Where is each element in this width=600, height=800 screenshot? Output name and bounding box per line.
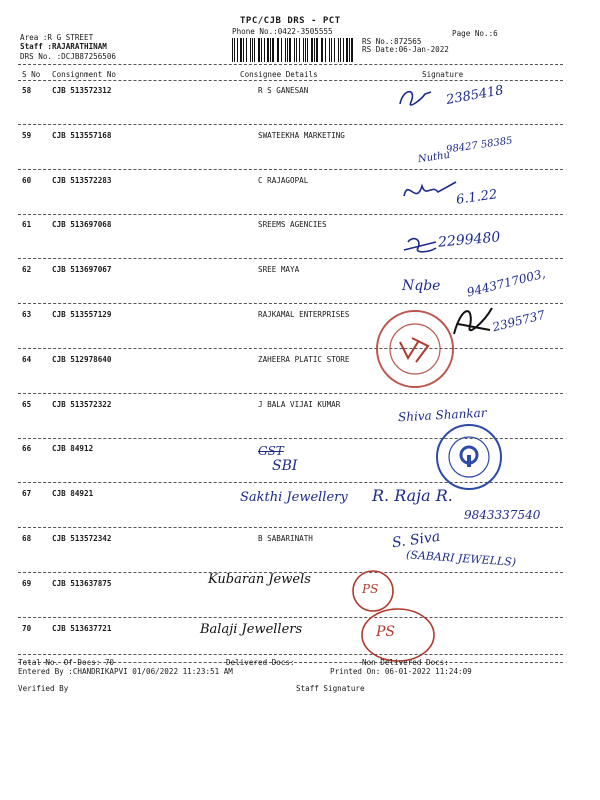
- col-sno: S No: [22, 70, 41, 79]
- row-sno: 63: [22, 310, 32, 319]
- barcode-bar: [232, 38, 233, 62]
- row-consignment-no: CJB 513637875: [52, 578, 112, 588]
- row-consignment-no: CJB 513572322: [52, 399, 112, 409]
- row-divider: [18, 214, 563, 215]
- barcode-bar: [258, 38, 260, 62]
- handwritten-name: Shiva Shankar: [397, 405, 487, 425]
- row-sno: 58: [22, 86, 32, 95]
- footer-divider: [18, 654, 563, 655]
- barcode-bar: [351, 38, 353, 62]
- row-divider: [18, 527, 563, 528]
- barcode-bar: [346, 38, 347, 62]
- table-row: [0, 220, 600, 260]
- header-divider: [18, 64, 563, 65]
- row-sno: 68: [22, 534, 32, 543]
- barcode-bar: [272, 38, 274, 62]
- verified-by: Verified By: [18, 684, 69, 693]
- barcode-bar: [289, 38, 291, 62]
- table-row: [0, 176, 600, 216]
- row-sno: 62: [22, 265, 32, 275]
- table-row: [0, 86, 600, 126]
- row-sno: 64: [22, 354, 32, 364]
- handwritten-crossed-text: GST: [258, 444, 284, 458]
- signature-scribble: [400, 232, 440, 258]
- row-consignment-no: CJB 513697067: [52, 265, 112, 275]
- handwritten-number: 2299480: [437, 229, 501, 251]
- row-consignment-no: CJB 513572312: [52, 86, 112, 95]
- row-consignment-no: CJB 513572283: [52, 175, 112, 185]
- barcode-bar: [299, 38, 300, 62]
- handwritten-date: 6.1.22: [455, 187, 499, 208]
- row-consignment-no: CJB 513697068: [52, 220, 112, 230]
- staff-signature: Staff Signature: [296, 684, 365, 693]
- rs-number: RS No.:872565: [362, 37, 422, 46]
- total-docs: Total No. Of Docs: 70: [18, 658, 115, 667]
- row-consignment-no: CJB 513637721: [52, 623, 112, 633]
- barcode: [232, 38, 356, 62]
- drs-number: DRS No. :DCJB87256506: [20, 52, 117, 61]
- non-delivered-docs: Non Delivered Docs:: [362, 658, 449, 667]
- row-consignment-no: CJB 512978640: [52, 354, 112, 364]
- barcode-bar: [296, 38, 297, 62]
- row-sno: 67: [22, 489, 32, 499]
- barcode-bar: [264, 38, 265, 62]
- barcode-bar: [314, 38, 315, 62]
- row-consignee: R S GANESAN: [258, 86, 309, 95]
- barcode-bar: [267, 38, 268, 62]
- row-consignee: J BALA VIJAI KUMAR: [258, 399, 341, 409]
- row-sno: 61: [22, 220, 32, 230]
- signature-scribble: [395, 82, 435, 116]
- row-consignee: SREE MAYA: [258, 265, 300, 275]
- row-divider: [18, 617, 563, 618]
- barcode-bar: [338, 38, 339, 62]
- barcode-bar: [305, 38, 306, 62]
- barcode-bar: [322, 38, 323, 62]
- round-seal-stamp: [372, 306, 458, 392]
- page-number: Page No.:6: [452, 29, 498, 38]
- handwritten-number: 98427 58385: [445, 135, 514, 156]
- row-consignment-no: CJB 84912: [52, 444, 94, 454]
- barcode-bar: [243, 38, 244, 62]
- row-consignee: ZAHEERA PLATIC STORE: [258, 354, 350, 364]
- barcode-bar: [270, 38, 271, 62]
- barcode-bar: [329, 38, 330, 62]
- signature-scribble: [400, 176, 460, 204]
- handwritten-signature: R. Raja R.: [372, 486, 453, 505]
- table-row: [0, 400, 600, 440]
- row-sno: 66: [22, 444, 32, 454]
- barcode-bar: [343, 38, 344, 62]
- barcode-bar: [234, 38, 235, 62]
- barcode-bar: [278, 38, 279, 62]
- barcode-bar: [261, 38, 262, 62]
- row-consignment-no: CJB 513572342: [52, 534, 112, 543]
- barcode-bar: [287, 38, 288, 62]
- barcode-bar: [349, 38, 350, 62]
- document-title: TPC/CJB DRS - PCT: [240, 16, 341, 26]
- handwritten-name: Nuthu: [417, 149, 451, 166]
- row-sno: 65: [22, 399, 32, 409]
- row-consignee: RAJKAMAL ENTERPRISES: [258, 310, 350, 319]
- handwritten-number: 9843337540: [464, 508, 541, 522]
- row-consignment-no: CJB 84921: [52, 489, 94, 499]
- barcode-bar: [277, 38, 278, 62]
- barcode-bar: [254, 38, 255, 62]
- ps-stamp-text: PS: [376, 624, 396, 640]
- barcode-bar: [316, 38, 317, 62]
- barcode-bar: [303, 38, 304, 62]
- row-consignee: SWATEEKHA MARKETING: [258, 130, 345, 140]
- row-divider: [18, 393, 563, 394]
- phone-number: Phone No.:0422-3505555: [232, 27, 333, 36]
- col-signature: Signature: [422, 70, 464, 79]
- staff-field: Staff :RAJARATHINAM: [20, 42, 107, 51]
- row-sno: 70: [22, 623, 32, 633]
- row-sno: 59: [22, 130, 32, 140]
- barcode-bar: [294, 38, 295, 62]
- barcode-bar: [240, 38, 242, 62]
- area-field: Area :R G STREET: [20, 33, 94, 42]
- handwritten-number: 2395737: [491, 307, 547, 335]
- barcode-bar: [325, 38, 326, 62]
- barcode-bar: [285, 38, 286, 62]
- rs-date: RS Date:06-Jan-2022: [362, 45, 449, 54]
- barcode-bar: [307, 38, 308, 62]
- row-consignee: C RAJAGOPAL: [258, 175, 309, 185]
- entered-by: Entered By :CHANDRIKAPVI 01/06/2022 11:23:51 AM: [18, 667, 233, 676]
- printed-on: Printed On: 06-01-2022 11:24:09: [330, 667, 472, 676]
- handwritten-text: Sakthi Jewellery: [240, 490, 348, 505]
- row-divider: [18, 258, 563, 259]
- barcode-bar: [237, 38, 238, 62]
- handwritten-text: Balaji Jewellers: [200, 622, 303, 637]
- row-sno: 69: [22, 578, 32, 588]
- row-consignment-no: CJB 513557129: [52, 310, 112, 319]
- ps-stamp-text: PS: [362, 582, 379, 596]
- table-row: [0, 355, 600, 395]
- col-consignment: Consignment No: [52, 70, 117, 79]
- handwritten-text: (SABARI JEWELLS): [405, 548, 517, 569]
- handwritten-signature: S. Siva: [391, 528, 442, 552]
- barcode-bar: [340, 38, 341, 62]
- row-consignee: B SABARINATH: [258, 534, 313, 543]
- barcode-bar: [246, 38, 247, 62]
- ps-stamp: [358, 604, 438, 666]
- handwritten-number: 2385418: [445, 83, 505, 108]
- col-consignee: Consignee Details: [240, 70, 318, 79]
- barcode-bar: [281, 38, 282, 62]
- barcode-bar: [334, 38, 335, 62]
- handwritten-number: 9443717003,: [465, 266, 547, 300]
- row-divider: [18, 169, 563, 170]
- row-divider: [18, 124, 563, 125]
- barcode-bar: [311, 38, 313, 62]
- delivered-docs: Delivered Docs:: [226, 658, 295, 667]
- barcode-bar: [252, 38, 253, 62]
- handwritten-name: Nqbe: [402, 278, 441, 294]
- barcode-bar: [250, 38, 251, 62]
- row-divider: [18, 348, 563, 349]
- handwritten-text: Kubaran Jewels: [208, 572, 311, 587]
- row-consignee: SREEMS AGENCIES: [258, 220, 327, 230]
- row-consignment-no: CJB 513557168: [52, 130, 112, 140]
- handwritten-text: SBI: [272, 458, 298, 474]
- table-row: [0, 444, 600, 484]
- row-sno: 60: [22, 175, 32, 185]
- barcode-bar: [331, 38, 333, 62]
- bank-seal-stamp: [434, 422, 504, 492]
- column-divider: [18, 80, 563, 81]
- barcode-bar: [321, 38, 322, 62]
